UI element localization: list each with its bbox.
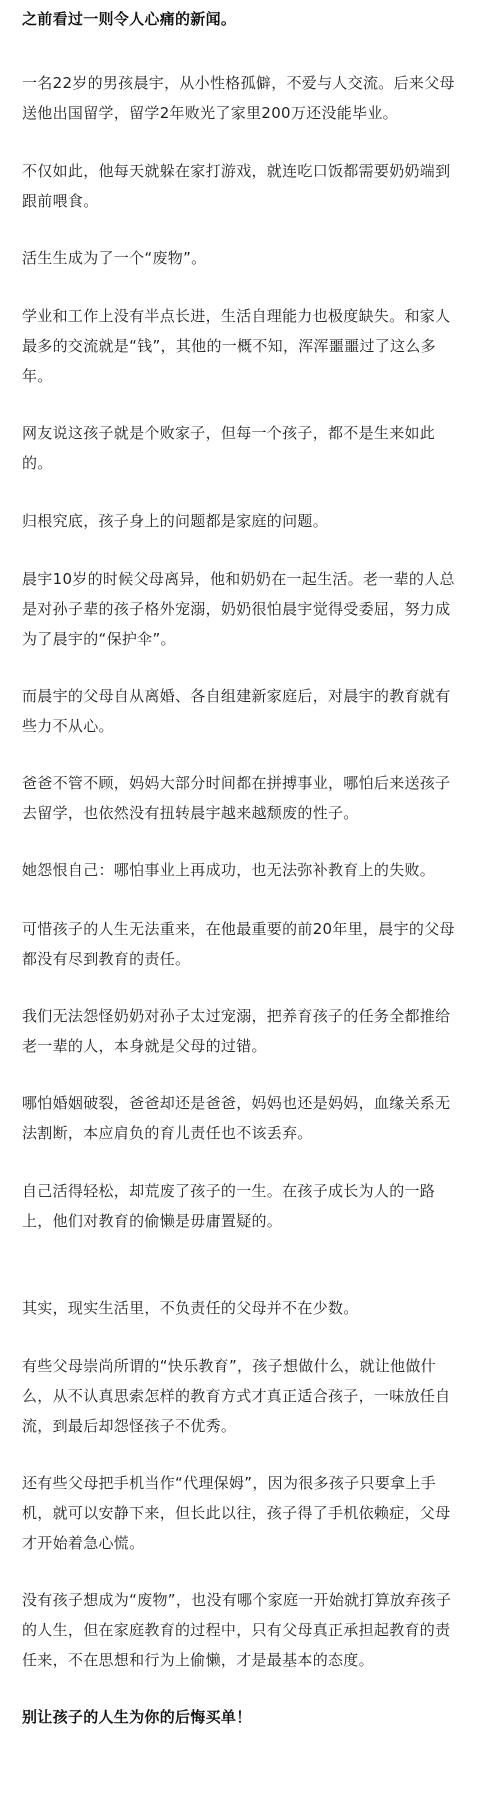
article-paragraph: 归根究底，孩子身上的问题都是家庭的问题。 xyxy=(22,512,329,530)
article-paragraph: 可惜孩子的人生无法重来，在他最重要的前20年里，晨宇的父母都没有尽到教育的责任。 xyxy=(22,920,455,968)
article-paragraph: 我们无法怨怪奶奶对孙子太过宠溺，把养育孩子的任务全都推给老一辈的人，本身就是父母的过错。 xyxy=(22,1007,451,1055)
article-paragraph: 还有些父母把手机当作“代理保姆”，因为很多孩子只要拿上手机，就可以安静下来，但长此以往，孩子得了手机依赖症，父母才开始着急心慌。 xyxy=(22,1474,451,1552)
article-intro-line: 之前看过一则令人心痛的新闻。 xyxy=(22,10,237,28)
article-paragraph: 一名22岁的男孩晨宇，从小性格孤僻，不爱与人交流。后来父母送他出国留学，留学2年败光了家里200万还没能毕业。 xyxy=(22,74,455,122)
article-paragraph: 没有孩子想成为“废物”，也没有哪个家庭一开始就打算放弃孩子的人生，但在家庭教育的过程中，只有父母真正承担起教育的责任来，不在思想和行为上偷懒，才是最基本的态度。 xyxy=(22,1591,452,1669)
article-closing-line: 别让孩子的人生为你的后悔买单！ xyxy=(22,1708,252,1726)
article-paragraph: 而晨宇的父母自从离婚、各自组建新家庭后，对晨宇的教育就有些力不从心。 xyxy=(22,687,451,735)
article-paragraph: 她怨恨自己：哪怕事业上再成功，也无法弥补教育上的失败。 xyxy=(22,861,436,879)
article-paragraph: 爸爸不管不顾，妈妈大部分时间都在拼搏事业，哪怕后来送孩子去留学，也依然没有扭转晨宇越来越颓废的性子。 xyxy=(22,774,451,822)
article-paragraph: 哪怕婚姻破裂，爸爸却还是爸爸，妈妈也还是妈妈，血缘关系无法割断，本应肩负的育儿责任也不该丢弃。 xyxy=(22,1094,451,1142)
article-paragraph: 学业和工作上没有半点长进，生活自理能力也极度缺失。和家人最多的交流就是“钱”，其他的一概不知，浑浑噩噩过了这么多年。 xyxy=(22,307,451,385)
article-paragraph: 活生生成为了一个“废物”。 xyxy=(22,249,207,267)
article-paragraph: 晨宇10岁的时候父母离异，他和奶奶在一起生活。老一辈的人总是对孙子辈的孩子格外宠溺，奶奶很怕晨宇觉得受委屈，努力成为了晨宇的“保护伞”。 xyxy=(22,570,455,648)
article-paragraph: 自己活得轻松，却荒废了孩子的一生。在孩子成长为人的一路上，他们对教育的偷懒是毋庸置疑的。 xyxy=(22,1182,436,1230)
article-paragraph: 网友说这孩子就是个败家子，但每一个孩子，都不是生来如此的。 xyxy=(22,424,436,472)
article-paragraph: 有些父母崇尚所谓的“快乐教育”，孩子想做什么，就让他做什么，从不认真思索怎样的教育方式才真正适合孩子，一味放任自流，到最后却怨怪孩子不优秀。 xyxy=(22,1357,451,1435)
article-paragraph: 其实，现实生活里，不负责任的父母并不在少数。 xyxy=(22,1299,359,1317)
article-paragraph: 不仅如此，他每天就躲在家打游戏，就连吃口饭都需要奶奶端到跟前喂食。 xyxy=(22,162,451,210)
